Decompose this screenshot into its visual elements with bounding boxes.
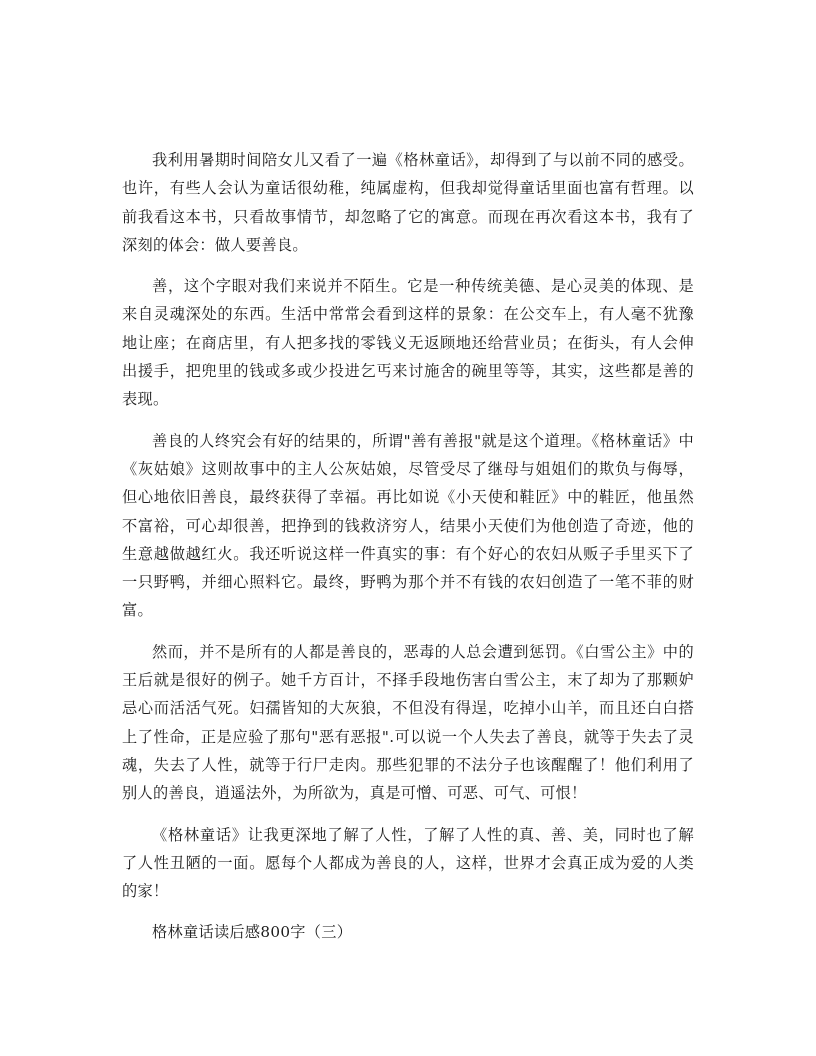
- paragraph-3: 善良的人终究会有好的结果的，所谓"善有善报"就是这个道理。《格林童话》中《灰姑娘》这则故事中的主人公灰姑娘，尽管受尽了继母与姐姐们的欺负与侮辱，但心地依旧善良，最终获得了幸福。再比如说《小天使和鞋匠》中的鞋匠，他虽然不富裕，可心却很善，把挣到的钱救济穷人，结果小天使们为他创造了奇迹，他的生意越做越红火。我还听说这样一件真实的事：有个好心的农妇从贩子手里买下了一只野鸭，并细心照料它。最终，野鸭为那个并不有钱的农妇创造了一笔不菲的财富。: [122, 431, 694, 620]
- document-body: [122, 146, 694, 947]
- paragraph-5: 《格林童话》让我更深地了解了人性，了解了人性的真、善、美，同时也了解了人性丑陋的一面。愿每个人都成为善良的人，这样，世界才会真正成为爱的人类的家！: [122, 825, 694, 901]
- paragraph-1: 我利用暑期时间陪女儿又看了一遍《格林童话》，却得到了与以前不同的感受。也许，有些人会认为童话很幼稚，纯属虚构，但我却觉得童话里面也富有哲理。以前我看这本书，只看故事情节，却忽略了它的寓意。而现在再次看这本书，我有了深刻的体会：做人要善良。: [122, 151, 694, 254]
- section-heading: 格林童话读后感800字（三）: [152, 923, 353, 942]
- paragraph-2: 善，这个字眼对我们来说并不陌生。它是一种传统美德、是心灵美的体现、是来自灵魂深处的东西。生活中常常会看到这样的景象：在公交车上，有人毫不犹豫地让座；在商店里，有人把多找的零钱义无返顾地还给营业员；在街头，有人会伸出援手，把兜里的钱或多或少投进乞丐来讨施舍的碗里等等，其实，这些都是善的表现。: [122, 277, 694, 409]
- paragraph-4: 然而，并不是所有的人都是善良的，恶毒的人总会遭到惩罚。《白雪公主》中的王后就是很好的例子。她千方百计，不择手段地伤害白雪公主，末了却为了那颗妒忌心而活活气死。妇孺皆知的大灰狼，不但没有得逞，吃掉小山羊，而且还白白搭上了性命，正是应验了那句"恶有恶报".可以说一个人失去了善良，就等于失去了灵魂，失去了人性，就等于行尸走肉。那些犯罪的不法分子也该醒醒了！他们利用了别人的善良，逍遥法外，为所欲为，真是可憎、可恶、可气、可恨！: [122, 642, 694, 803]
